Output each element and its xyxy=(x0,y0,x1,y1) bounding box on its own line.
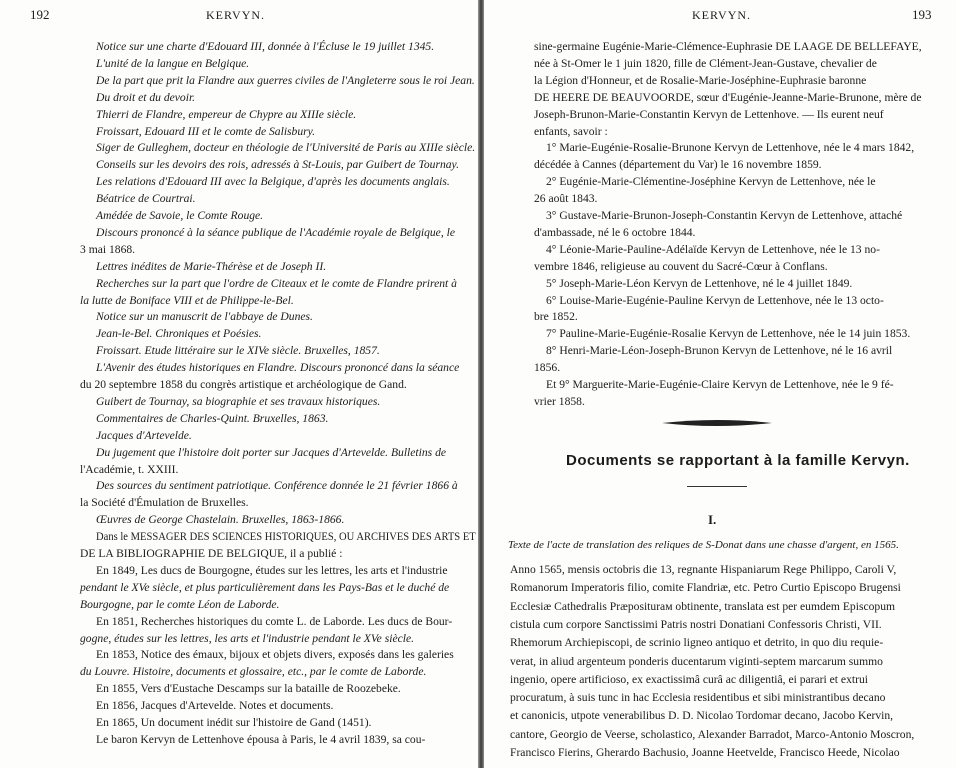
left-text-line: En 1856, Jacques d'Artevelde. Notes et documents. xyxy=(96,699,334,713)
right-text-line: 2° Eugénie-Marie-Clémentine-Joséphine Kervyn de Lettenhove, née le xyxy=(546,175,876,189)
right-text-line: 1° Marie-Eugénie-Rosalie-Brunone Kervyn de Lettenhove, née le 4 mars 1842, xyxy=(546,141,915,155)
right-text-line: enfants, savoir : xyxy=(534,124,608,138)
left-text-line: Discours prononcé à la séance publique de l'Académie royale de Belgique, le xyxy=(96,225,455,239)
left-text-line: Recherches sur la part que l'ordre de Citeaux et le comte de Flandre prirent à xyxy=(96,276,457,290)
left-text-line: Froissart. Etude littéraire sur le XIVe siècle. Bruxelles, 1857. xyxy=(96,344,380,358)
left-text-line: DE LA BIBLIOGRAPHIE DE BELGIQUE, il a publié : xyxy=(80,547,343,560)
right-page xyxy=(482,0,956,768)
left-text-line: De la part que prit la Flandre aux guerres civiles de l'Angleterre sous le roi Jean. xyxy=(96,73,475,87)
right-text-line: 3° Gustave-Marie-Brunon-Joseph-Constantin Kervyn de Lettenhove, attaché xyxy=(546,209,903,222)
left-text-line: En 1865, Un document inédit sur l'histoire de Gand (1451). xyxy=(96,716,372,729)
left-text-line: Commentaires de Charles-Quint. Bruxelles, 1863. xyxy=(96,411,329,425)
right-text-line: DE HEERE DE BEAUVOORDE, sœur d'Eugénie-Jeanne-Marie-Brunone, mère de xyxy=(534,90,922,104)
left-text-line: Des sources du sentiment patriotique. Conférence donnée le 21 février 1866 à xyxy=(96,479,458,493)
latin-text-line: Anno 1565, mensis octobris die 13, regnante Hispaniarum Rege Philippo, Caroli V, xyxy=(510,563,897,576)
left-text-line: Béatrice de Courtrai. xyxy=(96,192,196,206)
document-caption: Texte de l'acte de translation des reliques de S-Donat dans une chasse d'argent, en 1565. xyxy=(508,539,899,551)
left-text-line: Du droit et du devoir. xyxy=(96,90,196,104)
right-text-line: 26 août 1843. xyxy=(534,192,598,206)
left-text-line: Bourgogne, par le comte Léon de Laborde. xyxy=(80,597,280,611)
left-text-line: Thierri de Flandre, empereur de Chypre au XIIIe siècle. xyxy=(96,107,357,121)
right-text-line: 4° Léonie-Marie-Pauline-Adélaïde Kervyn de Lettenhove, née le 13 no- xyxy=(546,242,880,256)
left-text-line: Les relations d'Edouard III avec la Belgique, d'après les documents anglais. xyxy=(96,175,450,189)
left-text-line: gogne, études sur les lettres, les arts et l'industrie pendant le XVe siècle. xyxy=(80,631,415,645)
right-text-line: sine-germaine Eugénie-Marie-Clémence-Euphrasie DE LAAGE DE BELLEFAYE, xyxy=(534,40,922,53)
left-text-line: En 1855, Vers d'Eustache Descamps sur la bataille de Roozebeke. xyxy=(96,682,401,696)
left-text-line: du 20 septembre 1858 du congrès artistique et archéologique de Gand. xyxy=(80,378,407,391)
latin-text-line: Romanorum Imperatoris filio, comite Flandriæ, etc. Petro Curtio Episcopo Brugensi xyxy=(510,581,901,595)
left-text-line: du Louvre. Histoire, documents et glossaire, etc., par le comte de Laborde. xyxy=(80,665,427,679)
right-text-line: née à St-Omer le 1 juin 1820, fille de Clément-Jean-Gustave, chevalier de xyxy=(534,56,877,70)
right-text-line: 8° Henri-Marie-Léon-Joseph-Brunon Kervyn de Lettenhove, né le 16 avril xyxy=(546,344,893,358)
heading-rule xyxy=(687,486,747,487)
left-text-line: En 1849, Les ducs de Bourgogne, études sur les lettres, les arts et l'industrie xyxy=(96,563,448,577)
left-text-line: Siger de Gulleghem, docteur en théologie de l'Université de Paris au XIIIe siècle. xyxy=(96,141,476,155)
latin-text-line: Rhemorum Archiepiscopi, de scrinio ligneo antiquo et detrito, in quo diu requie- xyxy=(510,636,884,650)
latin-text-line: Ecclesiæ Cathedralis Præpositurам obtinente, translata est per eumdem Episcopum xyxy=(510,599,896,613)
right-text-line: vembre 1846, religieuse au couvent du Sacré-Cœur à Conflans. xyxy=(534,259,828,273)
latin-text-line: verat, in aliud argenteum ponderis ducentarum viginti-septem marcarum summo xyxy=(510,654,883,668)
left-text-line: Amédée de Savoie, le Comte Rouge. xyxy=(96,209,264,222)
latin-text-line: ingenio, opere artificioso, ex exactissimâ curâ ac diligentiâ, ei parari et extrui xyxy=(510,672,868,686)
right-text-line: la Légion d'Honneur, et de Rosalie-Marie-Joséphine-Euphrasie baronne xyxy=(534,73,867,87)
right-text-line: 6° Louise-Marie-Eugénie-Pauline Kervyn de Lettenhove, née le 13 octo- xyxy=(546,293,884,307)
left-text-line: Lettres inédites de Marie-Thérèse et de Joseph II. xyxy=(96,259,327,273)
left-text-line: Œuvres de George Chastelain. Bruxelles, 1863-1866. xyxy=(96,513,345,527)
left-text-line: l'Académie, t. XXIII. xyxy=(80,462,179,476)
latin-text-line: cistula cum corpore Sanctissimi Patris nostri Donatiani Confessoris Christi, VII. xyxy=(510,617,882,631)
latin-text-line: cantore, Georgio de Veerse, scholastico, Alexander Barradot, Marco-Antonio Moscron, xyxy=(510,727,915,741)
left-text-line: Dans le MESSAGER DES SCIENCES HISTORIQUES, OU ARCHIVES DES ARTS ET xyxy=(96,530,476,544)
left-text-line: Jacques d'Artevelde. xyxy=(96,428,192,442)
left-text-line: L'unité de la langue en Belgique. xyxy=(96,56,250,70)
left-text-line: Du jugement que l'histoire doit porter sur Jacques d'Artevelde. Bulletins de xyxy=(96,445,447,459)
left-text-line: Notice sur une charte d'Edouard III, donnée à l'Écluse le 19 juillet 1345. xyxy=(96,40,435,53)
right-text-line: bre 1852. xyxy=(534,310,578,324)
right-running-head: KERVYN. xyxy=(692,8,752,22)
left-text-line: Guibert de Tournay, sa biographie et ses travaux historiques. xyxy=(96,394,381,408)
left-text-line: pendant le XVe siècle, et plus particulièrement dans les Pays-Bas et le duché de xyxy=(80,580,450,594)
right-text-line: Et 9° Marguerite-Marie-Eugénie-Claire Kervyn de Lettenhove, née le 9 fé- xyxy=(546,378,894,391)
left-page-number: 192 xyxy=(30,7,50,22)
left-text-line: la Société d'Émulation de Bruxelles. xyxy=(80,496,249,510)
right-text-line: Joseph-Brunon-Marie-Constantin Kervyn de Lettenhove. — Ils eurent neuf xyxy=(534,107,884,121)
latin-text-line: procuratum, à suis tunc in hac Ecclesia residentibus et sibi ministrantibus decano xyxy=(510,691,886,705)
right-text-line: vrier 1858. xyxy=(534,394,585,408)
section-heading: Documents se rapportant à la famille Kervyn. xyxy=(566,452,910,469)
right-text-line: 7° Pauline-Marie-Eugénie-Rosalie Kervyn de Lettenhove, née le 14 juin 1853. xyxy=(546,327,911,341)
right-page-number: 193 xyxy=(912,7,932,22)
left-text-line: Jean-le-Bel. Chroniques et Poésies. xyxy=(96,327,262,341)
left-text-line: Notice sur un manuscrit de l'abbaye de Dunes. xyxy=(96,310,313,324)
left-running-head: KERVYN. xyxy=(206,8,266,22)
left-text-line: Le baron Kervyn de Lettenhove épousa à Paris, le 4 avril 1839, sa cou- xyxy=(96,732,426,746)
left-text-line: En 1853, Notice des émaux, bijoux et objets divers, exposés dans les galeries xyxy=(96,648,454,662)
left-text-line: L'Avenir des études historiques en Flandre. Discours prononcé dans la séance xyxy=(96,361,460,375)
left-text-line: 3 mai 1868. xyxy=(80,242,136,256)
ornament-divider-icon xyxy=(662,419,772,427)
right-text-line: décédée à Cannes (département du Var) le 16 novembre 1859. xyxy=(534,158,822,172)
right-text-line: 5° Joseph-Marie-Léon Kervyn de Lettenhove, né le 4 juillet 1849. xyxy=(546,276,853,290)
left-text-line: Froissart, Edouard III et le comte de Salisbury. xyxy=(96,124,316,138)
right-text-line: d'ambassade, né le 6 octobre 1844. xyxy=(534,225,696,239)
left-text-line: la lutte de Boniface VIII et de Philippe-le-Bel. xyxy=(80,293,294,307)
left-text-line: Conseils sur les devoirs des rois, adressés à St-Louis, par Guibert de Tournay. xyxy=(96,158,459,172)
right-text-line: 1856. xyxy=(534,361,561,375)
left-text-line: En 1851, Recherches historiques du comte L. de Laborde. Les ducs de Bour- xyxy=(96,614,453,628)
latin-text-line: et canonicis, utpote venerabilibus D. D. Nicolao Tordomar decano, Jacobo Kervin, xyxy=(510,709,894,723)
latin-text-line: Francisco Fierins, Gherardo Bachusio, Joanne Heetvelde, Francisco Heede, Nicolao xyxy=(510,746,900,759)
section-number: I. xyxy=(708,512,717,527)
